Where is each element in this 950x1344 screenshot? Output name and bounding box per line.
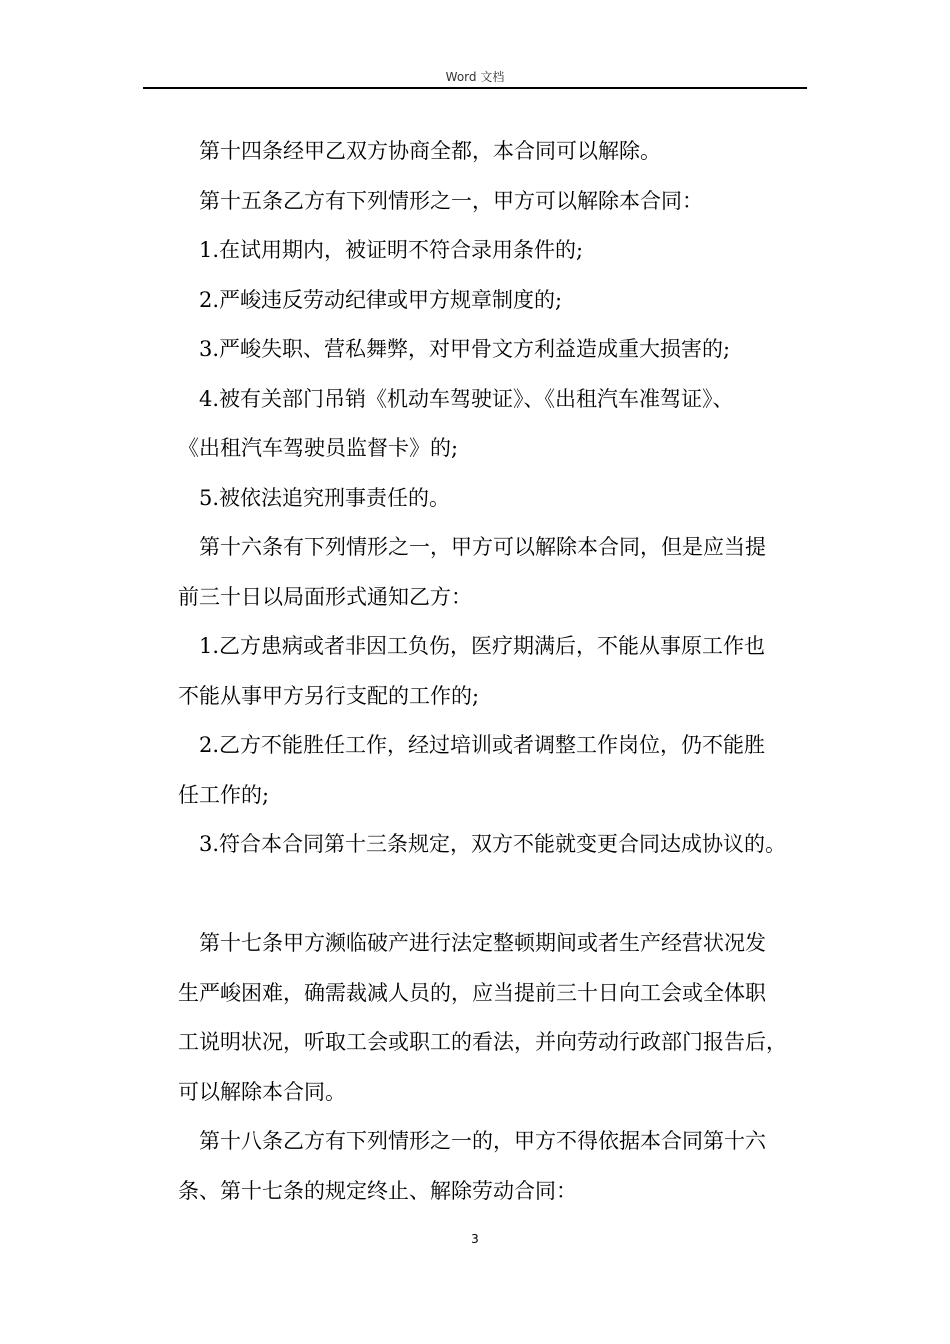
list-item-line: 1.在试用期内，被证明不符合录用条件的; — [199, 238, 584, 262]
paragraph-gap — [178, 870, 806, 920]
list-item-line: 2.严峻违反劳动纪律或甲方规章制度的; — [199, 287, 563, 312]
document-header-label: Word 文档 — [445, 70, 505, 84]
paragraph-line: 第十六条有下列情形之一，甲方可以解除本合同，但是应当提 — [199, 535, 766, 559]
list-item-line: 4.被有关部门吊销《机动车驾驶证》、《出租汽车准驾证》、 — [199, 386, 734, 411]
list-item-line: 3.符合本合同第十三条规定，双方不能就变更合同达成协议的。 — [199, 832, 787, 856]
list-item-continuation: 任工作的; — [178, 782, 270, 807]
paragraph-continuation: 工说明状况，听取工会或职工的看法，并向劳动行政部门报告后， — [178, 1030, 787, 1054]
list-item-continuation: 不能从事甲方另行支配的工作的; — [178, 683, 480, 708]
paragraph-continuation: 生严峻困难，确需裁减人员的，应当提前三十日向工会或全体职 — [178, 980, 766, 1005]
paragraph-line: 第十四条经甲乙双方协商全都，本合同可以解除。 — [199, 139, 661, 163]
paragraph-line: 第十七条甲方濒临破产进行法定整顿期间或者生产经营状况发 — [199, 931, 766, 955]
list-item-line: 3.严峻失职、营私舞弊，对甲骨文方利益造成重大损害的; — [199, 337, 731, 361]
paragraph-continuation: 前三十日以局面形式通知乙方： — [178, 584, 472, 609]
paragraph-line: 第十八条乙方有下列情形之一的，甲方不得依据本合同第十六 — [199, 1129, 766, 1153]
paragraph-continuation: 条、第十七条的规定终止、解除劳动合同： — [178, 1178, 577, 1203]
paragraph-line: 第十五条乙方有下列情形之一，甲方可以解除本合同： — [199, 188, 703, 213]
paragraph-continuation: 可以解除本合同。 — [178, 1079, 346, 1104]
document-body — [178, 127, 806, 1216]
header-divider — [143, 87, 807, 89]
page-number: 3 — [471, 1232, 479, 1246]
list-item-line: 2.乙方不能胜任工作，经过培训或者调整工作岗位，仍不能胜 — [199, 733, 766, 757]
list-item-line: 1.乙方患病或者非因工负伤，医疗期满后，不能从事原工作也 — [199, 634, 766, 658]
list-item-continuation: 《出租汽车驾驶员监督卡》的; — [178, 436, 459, 460]
list-item-line: 5.被依法追究刑事责任的。 — [199, 485, 451, 510]
